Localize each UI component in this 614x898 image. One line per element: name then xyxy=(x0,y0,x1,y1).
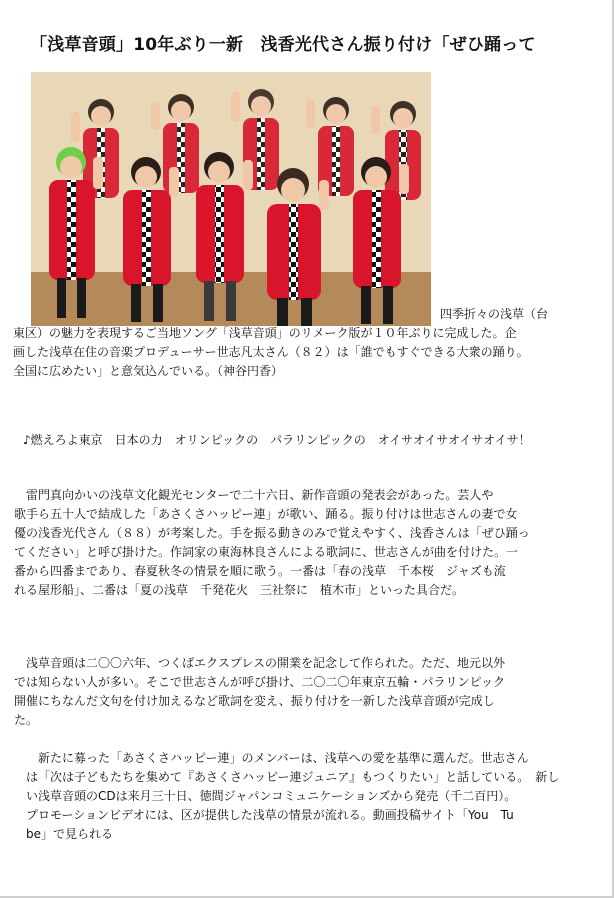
body-line: be」で見られる xyxy=(14,827,114,841)
body-line: 優の浅香光代さん（８８）が考案した。手を振る動きのみで覚えやすく、浅香さんは「ぜひ踊っ xyxy=(14,526,530,540)
lead-paragraph xyxy=(13,324,529,381)
body-line: プロモーションビデオには、区が提供した浅草の情景が流れる。動画投稿サイト「You Tu xyxy=(14,808,514,822)
body-line: れる屋形船」、二番は「夏の浅草 千発花火 三社祭に 植木市」といった具合だ。 xyxy=(14,583,465,597)
body-line: 番から四番まであり、春夏秋冬の情景を順に歌う。一番は「春の浅草 千本桜 ジャズも流 xyxy=(14,564,506,578)
dancers-photo xyxy=(31,72,431,326)
body-line: い浅草音頭のCDは来月三十日、徳間ジャパンコミュニケーションズから発売（千二百円）。 xyxy=(14,789,517,803)
lead-line: 画した浅草在住の音楽プロデューサー世志凡太さん（８２）は「誰でもすぐできる大衆の踊り。 xyxy=(13,345,529,359)
article-headline: 「浅草音頭」10年ぶり一新 浅香光代さん振り付け「ぜひ踊って xyxy=(30,35,536,55)
dancers-photo-illustration xyxy=(31,72,431,326)
lead-line: 東区）の魅力を表現するご当地ソング「浅草音頭」のリメーク版が１０年ぶりに完成した。企 xyxy=(13,326,517,340)
body-line: 開催にちなんだ文句を付け加えるなど歌詞を変え、振り付けを一新した浅草音頭が完成し xyxy=(14,694,495,708)
body-line: 雷門真向かいの浅草文化観光センターで二十六日、新作音頭の発表会があった。芸人や xyxy=(14,488,494,502)
lead-line: 全国に広めたい」と意気込んでいる。（神谷円香） xyxy=(13,364,284,378)
body-line: 浅草音頭は二〇〇六年、つくばエクスプレスの開業を記念して作られた。ただ、地元以外 xyxy=(14,656,506,670)
lyric-line: ♪燃えろよ東京 日本の力 オリンピックの パラリンピックの オイサオイサオイサオイサ！ xyxy=(23,433,531,447)
photo-caption: 四季折々の浅草（台 xyxy=(440,307,549,321)
body-paragraph-3 xyxy=(14,749,559,844)
body-line: は「次は子どもたちを集めて『あさくさハッピー連ジュニア』もつくりたい」と話している。 新し xyxy=(14,770,560,784)
body-line: 歌手ら五十人で結成した「あさくさハッピー連」が歌い、踊る。振り付けは世志さんの妻で女 xyxy=(14,507,518,521)
body-line: てください」と呼び掛けた。作詞家の東海林良さんによる歌詞に、世志さんが曲を付けた。一 xyxy=(14,545,519,559)
body-line: では知らない人が多い。そこで世志さんが呼び掛け、二〇二〇年東京五輪・パラリンピック xyxy=(14,675,506,689)
body-paragraph-1 xyxy=(14,486,530,600)
body-line: 新たに募った「あさくさハッピー連」のメンバーは、浅草への愛を基準に選んだ。世志さん xyxy=(14,751,529,765)
body-line: た。 xyxy=(14,713,39,727)
body-paragraph-2 xyxy=(14,654,505,730)
